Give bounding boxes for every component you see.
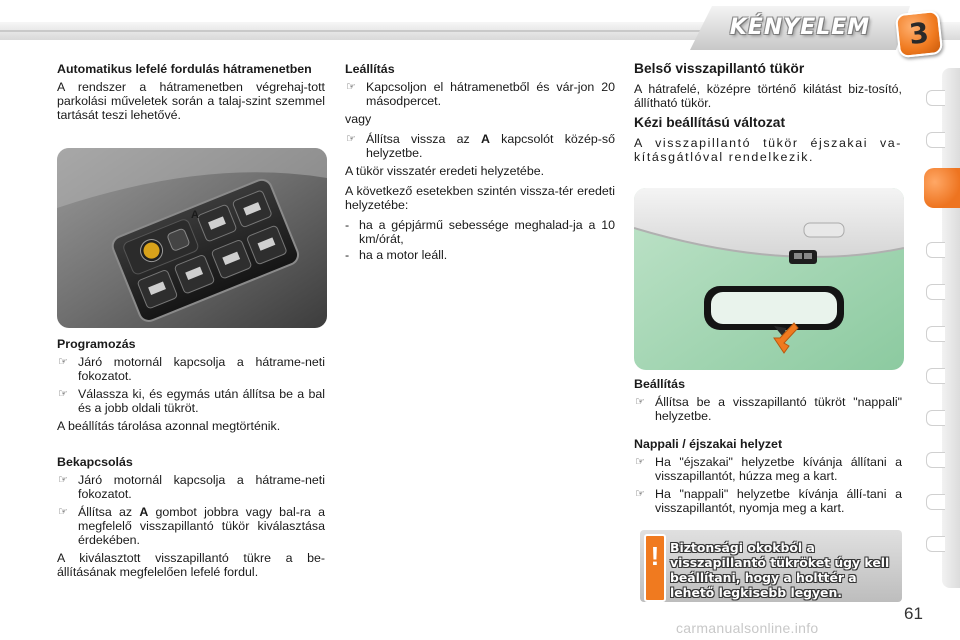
pointing-hand-icon: ☞ <box>58 506 68 518</box>
chapter-tab[interactable] <box>926 132 945 148</box>
column-left-lower <box>57 337 325 585</box>
section-title: Belső visszapillantó tükör <box>634 61 805 76</box>
chapter-tab[interactable] <box>926 368 945 384</box>
rearview-mirror-photo <box>634 188 904 370</box>
section-title: Automatikus lefelé fordulás hátramenetben <box>57 62 312 76</box>
list-item: ☞ Járó motornál kapcsolja a hátrame-neti fokozatot. <box>58 355 325 383</box>
section-title: Leállítás <box>345 62 395 76</box>
chapter-nav <box>926 68 960 588</box>
chapter-tab[interactable] <box>926 410 945 426</box>
column-middle <box>345 62 615 264</box>
section-title: Programozás <box>57 337 136 351</box>
pointing-hand-icon: ☞ <box>635 456 645 468</box>
section-title: Kézi beállítású változat <box>634 115 786 130</box>
chapter-tab[interactable] <box>926 536 945 552</box>
pointing-hand-icon: ☞ <box>635 488 645 500</box>
pointing-hand-icon: ☞ <box>58 356 68 368</box>
list-item: ☞ Ha "éjszakai" helyzetbe kívánja állítani a visszapillantót, húzza meg a kart. <box>635 455 902 483</box>
list-item: ☞ Állítsa az A gombot jobbra vagy bal-ra a megfelelő visszapillantó tükör kiválasztása érdekében. <box>58 505 325 547</box>
safety-warning-box <box>640 530 902 602</box>
warning-icon: ! <box>644 534 666 602</box>
pointing-hand-icon: ☞ <box>58 388 68 400</box>
list-item: ☞ Ha "nappali" helyzetbe kívánja állí-tani a visszapillantót, nyomja meg a kart. <box>635 487 902 515</box>
chapter-badge: 3 <box>895 10 943 58</box>
chapter-tab[interactable] <box>926 452 945 468</box>
list-item: ☞ Állítsa be a visszapillantó tükröt "nappali" helyzetbe. <box>635 395 902 423</box>
chapter-tab[interactable] <box>926 494 945 510</box>
door-switch-illustration <box>57 148 327 328</box>
list-item: ☞ Válassza ki, és egymás után állítsa be a bal és a jobb oldali tükröt. <box>58 387 325 415</box>
chapter-tab[interactable] <box>926 242 945 258</box>
warning-text: Biztonsági okokból a visszapillantó tükröket úgy kell beállítani, hogy a holttér a lehető legkisebb legyen. <box>670 540 890 600</box>
paragraph: A visszapillantó tükör éjszakai va-kításgátlóval rendelkezik. <box>634 136 902 164</box>
paragraph: A rendszer a hátramenetben végrehaj-tott parkolási műveletek során a talaj-szint szemmel tartását teszi lehetővé. <box>57 80 325 122</box>
paragraph: vagy <box>345 112 372 126</box>
column-right <box>634 62 902 170</box>
page-title: KÉNYELEM <box>729 15 871 40</box>
list-item: ☞ Járó motornál kapcsolja a hátrame-neti fokozatot. <box>58 473 325 501</box>
pointing-hand-icon: ☞ <box>346 133 356 145</box>
paragraph: A tükör visszatér eredeti helyzetébe. <box>345 164 545 178</box>
mirror-illustration <box>634 188 904 370</box>
pointing-hand-icon: ☞ <box>58 474 68 486</box>
paragraph: A hátrafelé, középre történő kilátást biz-tosító, állítható tükör. <box>634 82 902 110</box>
section-title: Bekapcsolás <box>57 455 133 469</box>
section-title: Beállítás <box>634 377 685 391</box>
chapter-tab[interactable] <box>926 284 945 300</box>
list-item: ☞ Állítsa vissza az A kapcsolót közép-ső helyzetbe. <box>346 132 615 160</box>
chapter-tab[interactable] <box>926 90 945 106</box>
list-item: - ha a motor leáll. <box>345 248 448 262</box>
pointing-hand-icon: ☞ <box>346 81 356 93</box>
section-title: Nappali / éjszakai helyzet <box>634 437 783 451</box>
paragraph: A kiválasztott visszapillantó tükre a be-állításának megfelelően lefelé fordul. <box>57 551 325 579</box>
door-switch-photo <box>57 148 327 328</box>
column-right-lower <box>634 377 902 519</box>
pointing-hand-icon: ☞ <box>635 396 645 408</box>
column-left <box>57 62 325 128</box>
page-number: 61 <box>904 604 923 623</box>
list-item: - ha a gépjármű sebessége meghalad-ja a 10 km/órát, <box>345 218 615 246</box>
watermark: carmanualsonline.info <box>676 620 819 636</box>
list-item: ☞ Kapcsoljon el hátramenetből és vár-jon 20 másodpercet. <box>346 80 615 108</box>
paragraph: A beállítás tárolása azonnal megtörténik. <box>57 419 281 433</box>
chapter-tab-active[interactable] <box>924 168 960 208</box>
photo-label-a: A <box>191 209 199 221</box>
chapter-tab[interactable] <box>926 326 945 342</box>
paragraph: A következő esetekben szintén vissza-tér eredeti helyzetébe: <box>345 184 615 212</box>
